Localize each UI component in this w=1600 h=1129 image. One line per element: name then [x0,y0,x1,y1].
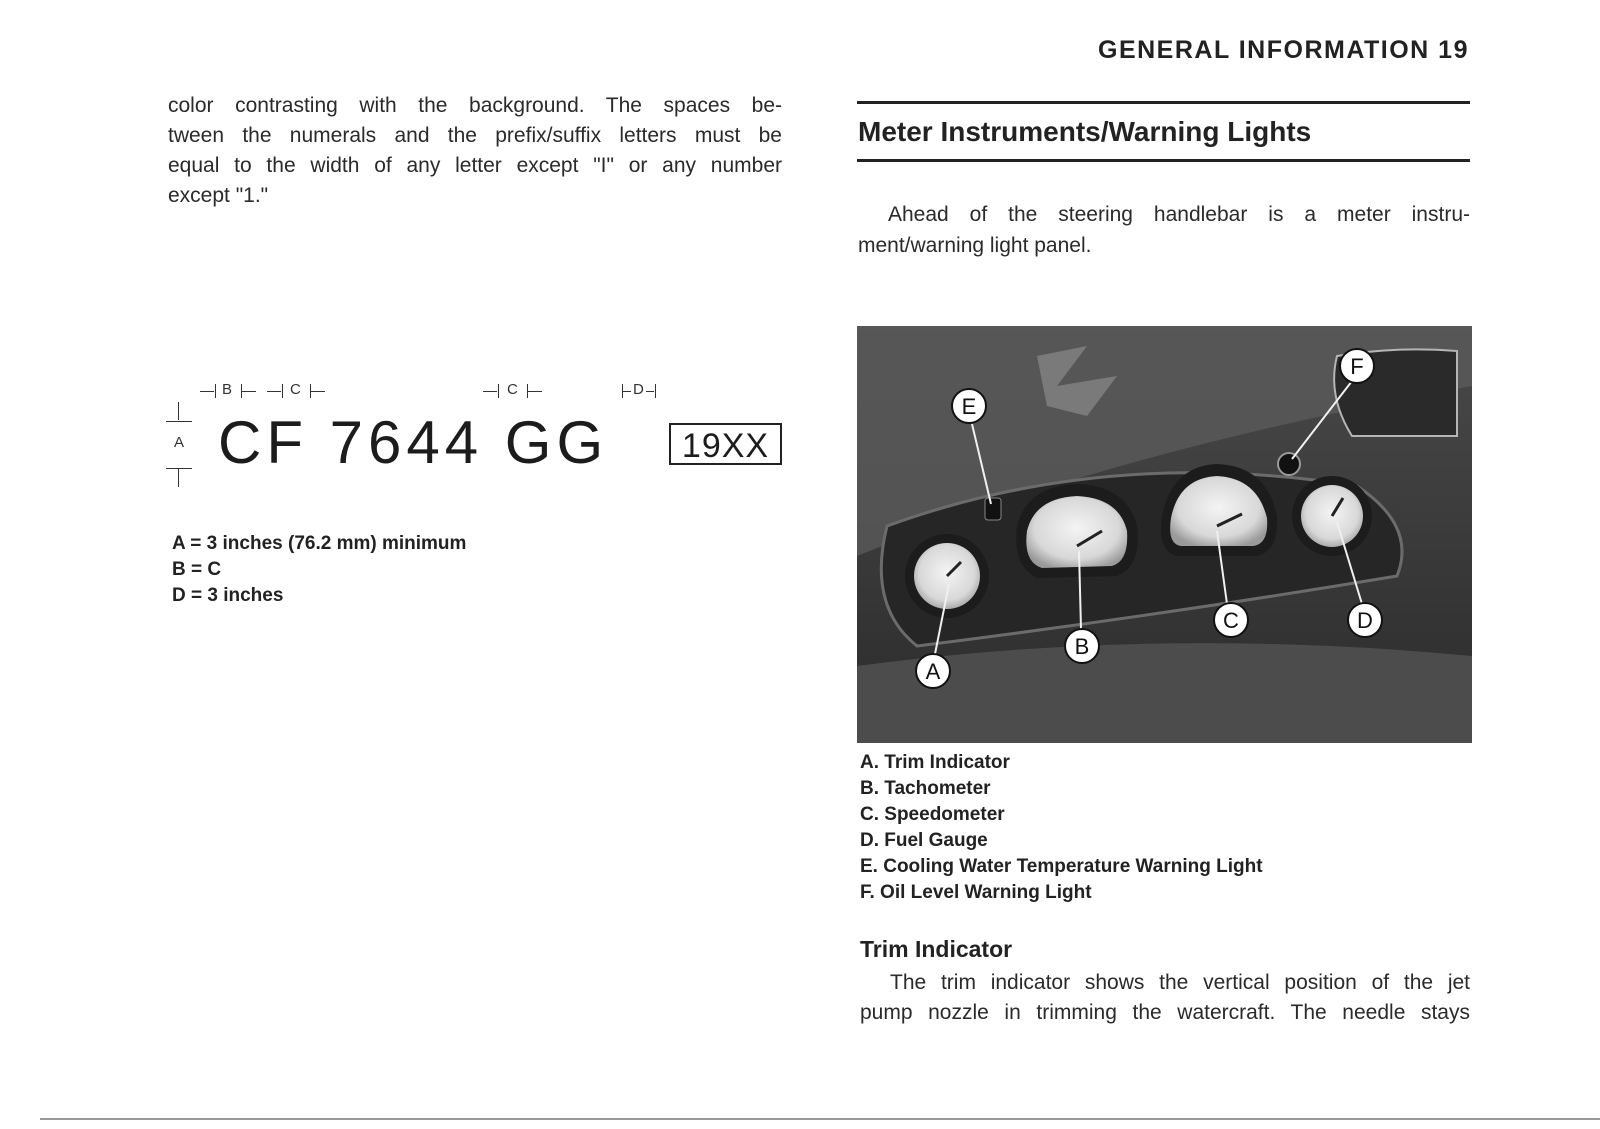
instrument-panel-photo [857,326,1472,743]
callout-d-label: D [1357,608,1373,633]
caption-fuel-gauge: D. Fuel Gauge [860,830,988,851]
dimension-arrow [178,469,179,487]
dimension-tick [166,468,192,469]
caption-trim-indicator: A. Trim Indicator [860,752,1010,773]
dimension-tick [282,384,283,398]
callout-a-label: A [925,659,941,684]
dimension-a-label: A [174,434,185,451]
page-bottom-rule [40,1118,1600,1120]
plate-spacing-paragraph [168,91,782,211]
plate-year-box: 19XX [669,423,782,465]
page-header: GENERAL INFORMATION 19 [1098,36,1469,64]
paragraph-line: The trim indicator shows the vertical position of the jet [890,971,1470,994]
plate-number: CF 7644 GG [218,409,609,476]
photo-captions [860,750,1263,906]
caption-cooling-water-light: E. Cooling Water Temperature Warning Light [860,856,1263,877]
section-rule-top [857,101,1470,104]
dimension-b-label: B [222,381,233,398]
dimension-arrow [646,391,654,392]
trim-indicator-paragraph [860,968,1470,1028]
dimension-arrow [623,391,631,392]
paragraph-line: tween the numerals and the prefix/suffix letters must be [168,124,782,147]
dimension-arrow [242,391,256,392]
dimension-arrow [178,402,179,420]
section-rule-bottom [857,159,1470,162]
dimension-arrow [311,391,325,392]
dimension-arrow [528,391,542,392]
paragraph-line: equal to the width of any letter except "I" or any number [168,154,782,177]
caption-tachometer: B. Tachometer [860,778,991,799]
callout-e-label: E [961,394,977,419]
dimension-c-label: C [290,381,301,398]
spec-line-d: D = 3 inches [172,585,284,606]
dimension-arrow [200,391,214,392]
caption-speedometer: C. Speedometer [860,804,1005,825]
dimension-tick [166,421,192,422]
dimension-arrow [267,391,281,392]
paragraph-line: Ahead of the steering handlebar is a meter instru- [888,203,1470,226]
paragraph-line: pump nozzle in trimming the watercraft. The needle stays [860,1001,1470,1024]
dimension-tick [655,384,656,398]
spec-line-b: B = C [172,559,222,580]
dimension-d-label: D [633,381,644,398]
paragraph-line: except "1." [168,184,269,207]
dimension-arrow [483,391,497,392]
dimension-tick [215,384,216,398]
subsection-title: Trim Indicator [860,936,1013,962]
dimension-tick [498,384,499,398]
callout-c-label: C [1223,608,1239,633]
spec-line-a: A = 3 inches (76.2 mm) minimum [172,533,467,554]
intro-paragraph [858,199,1470,261]
callout-b-label: B [1074,634,1090,659]
caption-oil-level-light: F. Oil Level Warning Light [860,882,1092,903]
dimension-c-label: C [507,381,518,398]
paragraph-line: color contrasting with the background. The spaces be- [168,94,782,117]
paragraph-line: ment/warning light panel. [858,234,1092,257]
section-title: Meter Instruments/Warning Lights [858,116,1312,147]
callout-f-label: F [1350,354,1364,379]
